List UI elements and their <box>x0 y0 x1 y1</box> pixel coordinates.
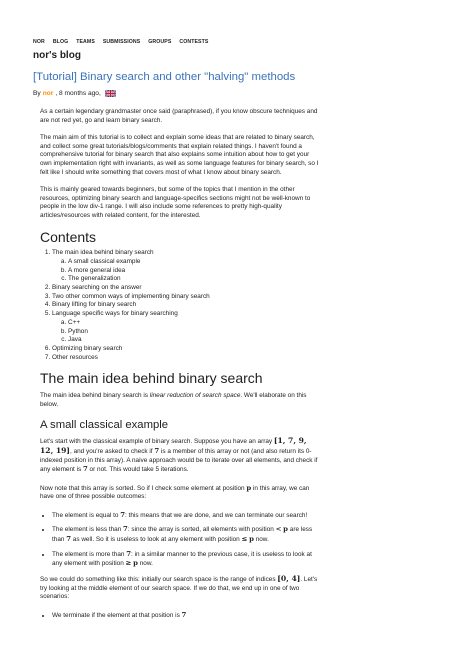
math-seven: 7 <box>154 446 160 455</box>
toc-sublist <box>52 258 320 284</box>
post-content <box>40 108 320 626</box>
uk-flag-icon <box>105 90 116 97</box>
toc-item[interactable]: 2. Binary searching on the answer <box>52 284 320 293</box>
list-item: • The element is less than 7: since the array is sorted, all elements with position < p are less than 7 as well. So it is useless to look at any element with position ≤ p now. <box>52 525 320 544</box>
example-paragraph-3: So we could do something like this: initially our search space is the range of indices [0, 4]. Let's try looking at the middle element of our search space. If we do that, we end up in one of two scenarios: <box>40 574 318 601</box>
nav-link-teams[interactable]: TEAMS <box>76 39 95 45</box>
array-math: [1, 7, 9, 12, 19] <box>40 436 307 455</box>
list-item: • The element is equal to 7: this means that we are done, and we can terminate our search! <box>52 511 320 521</box>
emphasis-text: linear reduction of search space <box>149 392 241 400</box>
intro-paragraph-3: This is mainly geared towards beginners, but some of the topics that I mention in the other resources, optimizing binary search and language-specifics sections might not be well-known to people in the low div-1 range. I will also include some references to pretty high-quality articles/resources with related content, for the interested. <box>40 185 311 220</box>
toc-subitem[interactable]: c. The generalization <box>68 275 320 284</box>
toc-subitem[interactable]: a. A small classical example <box>68 258 320 267</box>
byline-time: , 8 months ago, <box>55 90 101 97</box>
scenarios-list <box>40 611 320 621</box>
range-math: [0, 4] <box>277 574 301 584</box>
byline-by: By <box>33 90 41 97</box>
intro-paragraph-1: As a certain legendary grandmaster once said (paraphrased), if you know obscure techniques and are not red yet, go and learn binary search. <box>40 108 318 124</box>
toc-subitem[interactable]: b. A more general idea <box>68 267 320 276</box>
nav-link-blog[interactable]: BLOG <box>52 39 69 45</box>
toc-subitem[interactable]: c. Java <box>68 336 320 345</box>
example-paragraph-1: Let's start with the classical example of binary search. Suppose you have an array [1, 7, 9, 12, 19], and you're asked to check if 7 is a member of this array or not (and also return its 0-indexed position in this array). A naive approach would be to iterate over all elements, and check if any element is 7 or not. This would take 5 iterations. <box>40 436 318 474</box>
author-link[interactable]: nor <box>42 90 54 97</box>
toc-item[interactable]: 7. Other resources <box>52 354 320 363</box>
toc-item[interactable]: 6. Optimizing binary search <box>52 345 320 354</box>
toc-item[interactable]: 4. Binary lifting for binary search <box>52 301 320 310</box>
list-item: • We terminate if the element at that position is 7 <box>52 611 320 621</box>
example-paragraph-2: Now note that this array is sorted. So if I check some element at position p in this array, we can have one of three possible outcomes: <box>40 483 310 501</box>
toc-link[interactable]: Language specific ways for binary searching <box>52 310 178 318</box>
nav-link-nor[interactable]: NOR <box>33 39 45 45</box>
subsection-heading-classical-example: A small classical example <box>40 419 169 432</box>
toc-item[interactable]: 3. Two other common ways of implementing binary search <box>52 293 320 302</box>
toc-sublist <box>52 319 320 345</box>
byline <box>33 90 116 97</box>
contents-heading: Contents <box>40 229 97 246</box>
nav-link-groups[interactable]: GROUPS <box>148 39 172 45</box>
top-nav <box>33 39 208 45</box>
section-heading-main-idea: The main idea behind binary search <box>40 370 263 387</box>
toc-item <box>52 310 320 345</box>
toc-subitem[interactable]: b. Python <box>68 328 320 337</box>
math-seven: 7 <box>82 465 88 474</box>
toc-link[interactable]: The main idea behind binary search <box>52 249 154 257</box>
nav-link-submissions[interactable]: SUBMISSIONS <box>102 39 141 45</box>
intro-paragraph-2: The main aim of this tutorial is to collect and explain some ideas that are related to binary search, and collect some great tutorials/blogs/comments that explain related things. I haven't found a comprehensive tutorial for binary search that also explains some intuition about how to get your own implementation right with invariants, as well as some language features for binary search, so I felt like I should write something that covers most of what I know about binary search. <box>40 133 319 176</box>
math-p: p <box>246 483 252 492</box>
toc-subitem[interactable]: a. C++ <box>68 319 320 328</box>
toc-item <box>52 249 320 284</box>
post-title[interactable]: [Tutorial] Binary search and other "halving" methods <box>33 71 296 83</box>
nav-link-contests[interactable]: CONTESTS <box>179 39 209 45</box>
main-idea-paragraph: The main idea behind binary search is linear reduction of search space. We'll elaborate on this below. <box>40 392 307 409</box>
list-item: • The element is more than 7: in a similar manner to the previous case, it is useless to look at any element with position ≥ p now. <box>52 550 320 569</box>
outcomes-list <box>40 511 320 570</box>
table-of-contents <box>40 249 320 362</box>
site-title: nor's blog <box>33 50 81 61</box>
